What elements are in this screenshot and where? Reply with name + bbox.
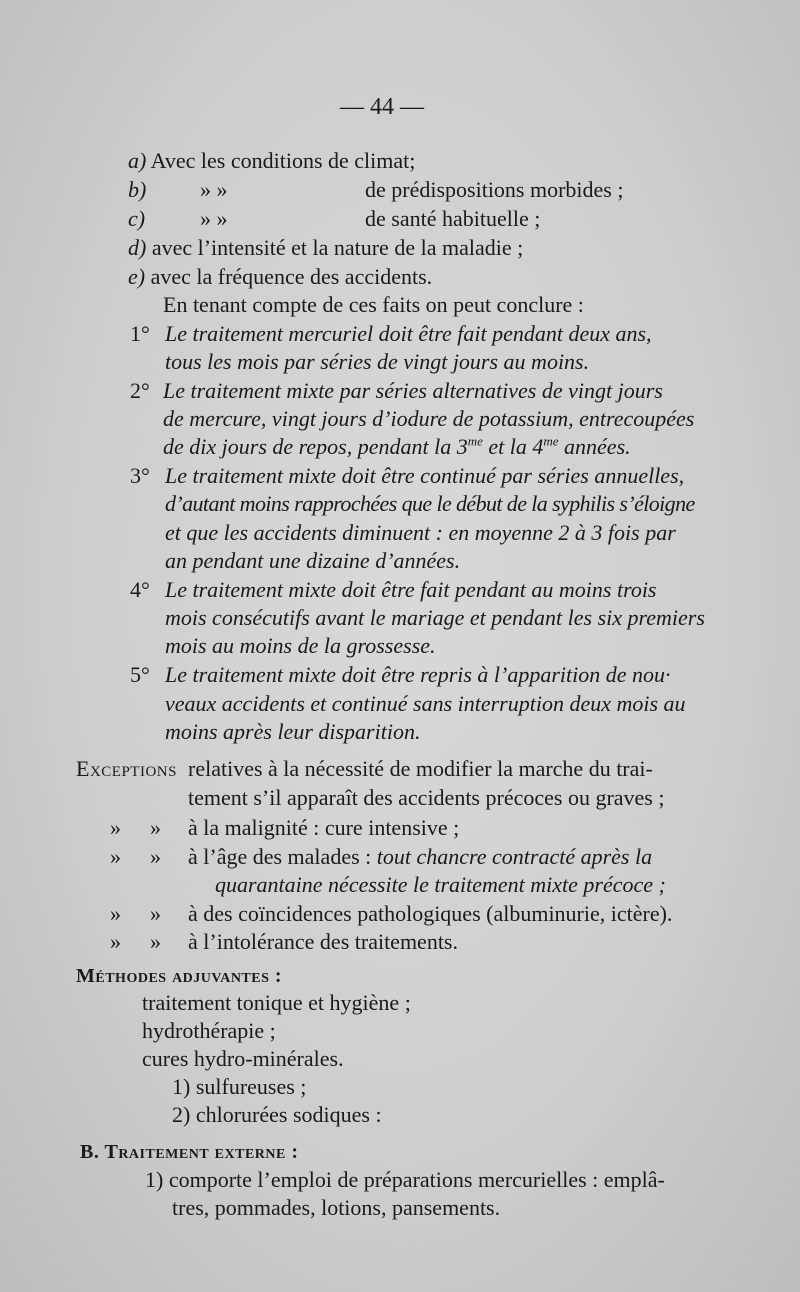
- ditto-mark: »: [110, 901, 121, 926]
- rule-line: an pendant une dizaine d’années.: [165, 548, 461, 573]
- rule-line: tous les mois par séries de vingt jours au moins.: [165, 349, 590, 374]
- methodes-item: traitement tonique et hygiène ;: [142, 990, 411, 1015]
- methodes-heading: Méthodes adjuvantes :: [76, 965, 283, 987]
- exception-italic-continued: quarantaine nécessite le traitement mixte précoce ;: [215, 872, 666, 897]
- condition-text: avec l’intensité et la nature de la maladie ;: [151, 235, 524, 260]
- rule-line: Le traitement mixte doit être fait pendant au moins trois: [165, 577, 657, 602]
- condition-text: Avec les conditions de climat;: [150, 148, 416, 173]
- traitement-externe-heading: B. Traitement externe :: [80, 1141, 299, 1163]
- condition-e: [128, 264, 432, 290]
- ditto-mark: »: [110, 929, 121, 954]
- exception-italic: tout chancre contracté après la: [376, 844, 653, 869]
- methodes-subitem: 1) sulfureuses ;: [172, 1074, 307, 1099]
- condition-b-text: de prédispositions morbides ;: [365, 177, 624, 202]
- condition-c-ditto: » »: [200, 206, 228, 231]
- rule-number: 3°: [130, 463, 150, 488]
- rule-line: mois au moins de la grossesse.: [165, 633, 436, 658]
- rule-line: Le traitement mixte doit être repris à l’apparition de nou·: [165, 662, 671, 687]
- rule-line: moins après leur disparition.: [165, 719, 421, 744]
- exceptions-line: tement s’il apparaît des accidents précoces ou graves ;: [188, 785, 665, 810]
- condition-letter: e): [128, 264, 146, 289]
- rule-number: 4°: [130, 577, 150, 602]
- condition-c-text: de santé habituelle ;: [365, 206, 541, 231]
- rule-line: Le traitement mixte doit être continué par séries annuelles,: [165, 463, 685, 488]
- ditto-mark: »: [150, 844, 161, 869]
- rule-line: mois consécutifs avant le mariage et pendant les six premiers: [165, 605, 705, 630]
- condition-letter: c): [128, 206, 146, 231]
- exceptions-line: relatives à la nécessité de modifier la marche du trai-: [188, 756, 653, 781]
- ditto-mark: »: [150, 815, 161, 840]
- condition-letter: a): [128, 148, 147, 173]
- condition-letter: b): [128, 177, 147, 202]
- condition-b: [128, 177, 146, 203]
- condition-b-ditto: » »: [200, 177, 228, 202]
- condition-letter: d): [128, 235, 147, 260]
- rule-number: 2°: [130, 378, 150, 403]
- methodes-item: hydrothérapie ;: [142, 1018, 276, 1043]
- exception-item: à la malignité : cure intensive ;: [188, 815, 460, 840]
- exception-item: à des coïncidences pathologiques (albuminurie, ictère).: [188, 901, 673, 926]
- rule-line: veaux accidents et continué sans interruption deux mois au: [165, 691, 686, 716]
- exceptions-label: Exceptions: [76, 756, 177, 781]
- rule-line: de dix jours de repos, pendant la $3^{me}$ et la $4^{me}$ années.: [163, 433, 631, 459]
- rule-number: 1°: [130, 321, 150, 346]
- condition-d: [128, 235, 523, 261]
- ditto-mark: »: [150, 929, 161, 954]
- rule-number: 5°: [130, 662, 150, 687]
- exception-item: à l’intolérance des traitements.: [188, 929, 458, 954]
- condition-c: [128, 206, 145, 232]
- ditto-mark: »: [110, 815, 121, 840]
- ditto-mark: »: [110, 844, 121, 869]
- exception-item: [188, 844, 652, 870]
- condition-text: avec la fréquence des accidents.: [150, 264, 433, 289]
- rule-line: et que les accidents diminuent : en moyenne 2 à 3 fois par: [165, 520, 676, 545]
- traitement-externe-line: tres, pommades, lotions, pansements.: [172, 1195, 501, 1220]
- conclusion-intro: En tenant compte de ces faits on peut conclure :: [163, 292, 584, 317]
- rule-line: Le traitement mercuriel doit être fait pendant deux ans,: [165, 321, 652, 346]
- condition-a: [128, 148, 415, 174]
- rule-line: d’autant moins rapprochées que le début de la syphilis s’éloigne: [165, 491, 695, 516]
- methodes-subitem: 2) chlorurées sodiques :: [172, 1102, 382, 1127]
- rule-line: Le traitement mixte par séries alternatives de vingt jours: [163, 378, 663, 403]
- rule-line: de mercure, vingt jours d’iodure de potassium, entrecoupées: [163, 406, 695, 431]
- page-number: — 44 —: [340, 94, 424, 120]
- ditto-mark: »: [150, 901, 161, 926]
- traitement-externe-line: 1) comporte l’emploi de préparations mercurielles : emplâ-: [145, 1167, 665, 1192]
- methodes-item: cures hydro-minérales.: [142, 1046, 344, 1071]
- exception-text: à l’âge des malades :: [188, 844, 372, 869]
